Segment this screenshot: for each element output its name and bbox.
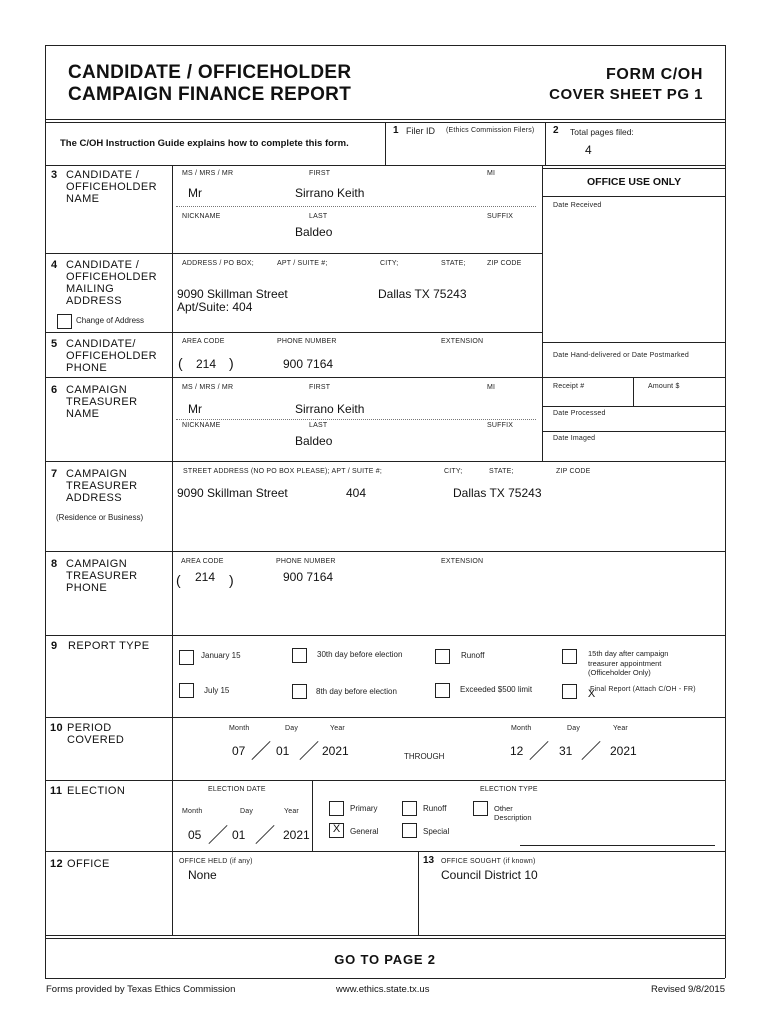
date-hand-delivered-label: Date Hand-delivered or Date Postmarked — [553, 352, 689, 359]
treasurer-prefix-value[interactable]: Mr — [188, 402, 202, 416]
sec6-last-label: LAST — [309, 422, 328, 429]
treasurer-phone-number[interactable]: 900 7164 — [283, 570, 334, 584]
election-special-label: Special — [423, 827, 450, 836]
election-year-label: Year — [284, 808, 299, 815]
sec3-first-label: FIRST — [309, 170, 331, 177]
office-held-label: OFFICE HELD (if any) — [179, 858, 253, 865]
sec8-phone-label: PHONE NUMBER — [276, 558, 336, 565]
period-to-slash-2 — [581, 741, 600, 760]
sec11-bottom — [45, 851, 725, 852]
period-from-day[interactable]: 01 — [276, 744, 290, 758]
sec9-label: REPORT TYPE — [68, 640, 150, 652]
date-received-label: Date Received — [553, 202, 602, 209]
election-year[interactable]: 2021 — [283, 828, 310, 842]
treasurer-last-name-value[interactable]: Baldeo — [295, 434, 333, 448]
election-primary-label: Primary — [350, 804, 378, 813]
election-date-label: ELECTION DATE — [208, 786, 266, 793]
election-slash-1 — [208, 825, 227, 844]
sec8-label: CAMPAIGN TREASURER PHONE — [66, 558, 138, 594]
amount-label: Amount $ — [648, 383, 680, 390]
sec9-number: 9 — [51, 640, 58, 652]
frame-bottom — [45, 978, 725, 979]
sec8-area-label: AREA CODE — [181, 558, 224, 565]
candidate-prefix-value[interactable]: Mr — [188, 186, 202, 200]
office-use-row-3 — [542, 406, 725, 407]
total-pages-value[interactable]: 4 — [585, 143, 592, 157]
election-day[interactable]: 01 — [232, 828, 246, 842]
candidate-area-code[interactable]: 214 — [196, 357, 217, 371]
sec6-suffix-label: SUFFIX — [487, 422, 514, 429]
sec12-number: 12 — [50, 858, 64, 870]
election-type-label: ELECTION TYPE — [480, 786, 538, 793]
election-general-checkbox[interactable] — [329, 823, 344, 838]
sec8-bottom — [45, 635, 725, 636]
sec7-street-label: STREET ADDRESS (NO PO BOX PLEASE); APT / SUITE #; — [183, 468, 382, 475]
sec5-area-label: AREA CODE — [182, 338, 225, 345]
candidate-address-line1[interactable]: 9090 Skillman Street — [177, 287, 288, 301]
frame-right — [725, 45, 726, 978]
sec6-bottom — [45, 461, 542, 462]
sec11-number: 11 — [50, 785, 63, 797]
period-to-day[interactable]: 31 — [559, 744, 573, 758]
period-through-label: THROUGH — [404, 752, 445, 761]
office-sought-value[interactable]: Council District 10 — [441, 868, 538, 882]
election-runoff-checkbox[interactable] — [402, 801, 417, 816]
sec7-number: 7 — [51, 468, 58, 480]
sec5-phone-label: PHONE NUMBER — [277, 338, 337, 345]
filer-id-label: Filer ID — [406, 126, 435, 136]
treasurer-first-name-value[interactable]: Sirrano Keith — [295, 402, 365, 416]
sec12-bottom — [45, 935, 725, 936]
footer-revised: Revised 9/8/2015 — [651, 984, 725, 995]
sec6-label: CAMPAIGN TREASURER NAME — [66, 384, 138, 420]
election-special-checkbox[interactable] — [402, 823, 417, 838]
election-day-label: Day — [240, 808, 254, 815]
report-july15-label: July 15 — [204, 686, 230, 695]
report-8th-day-label: 8th day before election — [316, 687, 397, 696]
sec11-label: ELECTION — [67, 785, 126, 797]
sec4-state-label: STATE; — [441, 260, 466, 267]
period-from-month[interactable]: 07 — [232, 744, 246, 758]
office-use-left — [542, 165, 543, 462]
office-use-row-1 — [542, 342, 725, 343]
office-held-value[interactable]: None — [188, 868, 217, 882]
sec6-number: 6 — [51, 384, 58, 396]
candidate-last-name-value[interactable]: Baldeo — [295, 225, 333, 239]
office-use-bottom — [542, 461, 725, 462]
report-8th-day-checkbox[interactable] — [292, 684, 307, 699]
report-exceeded-checkbox[interactable] — [435, 683, 450, 698]
report-final-label: Final Report (Attach C/OH - FR) — [590, 686, 696, 693]
election-general-mark: X — [332, 823, 341, 835]
sec7-bottom — [45, 551, 725, 552]
treasurer-suite-value[interactable]: 404 — [346, 486, 367, 500]
treasurer-area-code[interactable]: 214 — [195, 570, 216, 584]
report-exceeded-label: Exceeded $500 limit — [460, 685, 533, 694]
instruction-divider — [45, 165, 545, 166]
sec4-city-label: CITY; — [380, 260, 399, 267]
sec7-zip-label: ZIP CODE — [556, 468, 591, 475]
sec4-number: 4 — [51, 259, 58, 271]
form-title-line1: CANDIDATE / OFFICEHOLDER — [68, 62, 352, 83]
frame-left — [45, 45, 46, 978]
period-from-slash-2 — [299, 741, 318, 760]
election-other-label: Other Description — [494, 804, 532, 822]
frame-top — [45, 45, 725, 46]
total-pages-left — [545, 122, 546, 165]
period-from-month-label: Month — [229, 725, 250, 732]
treasurer-city-state-zip[interactable]: Dallas TX 75243 — [453, 486, 542, 500]
period-to-year[interactable]: 2021 — [610, 744, 637, 758]
report-runoff-label: Runoff — [461, 651, 485, 660]
sec9-bottom — [45, 717, 725, 718]
office-sought-label: OFFICE SOUGHT (if known) — [441, 858, 536, 865]
date-imaged-label: Date Imaged — [553, 435, 596, 442]
sec7-label: CAMPAIGN TREASURER ADDRESS — [66, 468, 138, 504]
election-other-line — [520, 845, 715, 846]
report-jan15-checkbox[interactable] — [179, 650, 194, 665]
form-title-line2: CAMPAIGN FINANCE REPORT — [68, 84, 352, 105]
office-divider — [418, 851, 419, 935]
form-id-line1: FORM C/OH — [606, 66, 703, 83]
period-from-slash-1 — [251, 741, 270, 760]
sec7-city-label: CITY; — [444, 468, 463, 475]
election-date-divider — [312, 780, 313, 851]
sec5-ext-label: EXTENSION — [441, 338, 484, 345]
sec10-number: 10 — [50, 722, 64, 734]
filer-id-value[interactable] — [400, 145, 530, 159]
go-to-page-2: GO TO PAGE 2 — [334, 952, 436, 967]
sec6-mi-label: MI — [487, 384, 496, 391]
report-30th-day-checkbox[interactable] — [292, 648, 307, 663]
candidate-city-state-zip[interactable]: Dallas TX 75243 — [378, 287, 467, 301]
candidate-first-name-value[interactable]: Sirrano Keith — [295, 186, 365, 200]
office-use-top — [542, 165, 725, 166]
period-to-year-label: Year — [613, 725, 628, 732]
period-to-day-label: Day — [567, 725, 581, 732]
sec8-paren-close: ) — [229, 572, 234, 588]
sec6-nickname-label: NICKNAME — [182, 422, 221, 429]
report-15th-day-checkbox[interactable] — [562, 649, 577, 664]
sec7-state-label: STATE; — [489, 468, 514, 475]
footer-website[interactable]: www.ethics.state.tx.us — [336, 984, 430, 995]
report-final-checkbox[interactable] — [562, 684, 596, 700]
sec8-number: 8 — [51, 558, 58, 570]
sec3-nickname-label: NICKNAME — [182, 213, 221, 220]
report-final-mark: X — [587, 688, 596, 700]
filer-id-note: (Ethics Commission Filers) — [446, 127, 535, 134]
filer-id-left — [385, 122, 386, 165]
election-month-label: Month — [182, 808, 203, 815]
sec4-zip-label: ZIP CODE — [487, 260, 522, 267]
period-from-year[interactable]: 2021 — [322, 744, 349, 758]
election-slash-2 — [255, 825, 274, 844]
office-use-top-2 — [542, 168, 725, 169]
sec5-bottom — [45, 377, 542, 378]
candidate-phone-number[interactable]: 900 7164 — [283, 357, 334, 371]
election-primary-checkbox[interactable] — [329, 801, 344, 816]
sec10-bottom — [45, 780, 725, 781]
filer-id-number: 1 — [393, 125, 399, 136]
date-processed-label: Date Processed — [553, 410, 606, 417]
footer-provider: Forms provided by Texas Ethics Commission — [46, 984, 236, 995]
period-from-day-label: Day — [285, 725, 299, 732]
sec3-bottom — [45, 253, 542, 254]
sec3-prefix-label: MS / MRS / MR — [182, 170, 234, 177]
sec6-first-label: FIRST — [309, 384, 331, 391]
office-use-receipt-divider — [633, 377, 634, 406]
sec4-label: CANDIDATE / OFFICEHOLDER MAILING ADDRESS — [66, 259, 157, 307]
sec3-mi-label: MI — [487, 170, 496, 177]
election-runoff-label: Runoff — [423, 804, 447, 813]
report-runoff-checkbox[interactable] — [435, 649, 450, 664]
change-of-address-checkbox[interactable] — [57, 314, 72, 329]
election-general-label: General — [350, 827, 379, 836]
office-use-title: OFFICE USE ONLY — [587, 176, 682, 188]
candidate-address-line2[interactable]: Apt/Suite: 404 — [177, 300, 253, 314]
instruction-text: The C/OH Instruction Guide explains how to complete this form. — [60, 138, 349, 149]
form-id-line2: COVER SHEET PG 1 — [549, 86, 703, 103]
receipt-label: Receipt # — [553, 383, 585, 390]
sec3-label: CANDIDATE / OFFICEHOLDER NAME — [66, 169, 157, 205]
period-to-month[interactable]: 12 — [510, 744, 524, 758]
report-july15-checkbox[interactable] — [179, 683, 194, 698]
sec3-dotted-line — [176, 206, 536, 207]
sec5-number: 5 — [51, 338, 58, 350]
total-pages-label: Total pages filed: — [570, 127, 634, 137]
election-month[interactable]: 05 — [188, 828, 202, 842]
sec8-paren-open: ( — [176, 572, 181, 588]
period-to-slash-1 — [529, 741, 548, 760]
sec3-number: 3 — [51, 169, 58, 181]
change-of-address-label: Change of Address — [76, 316, 145, 325]
period-to-month-label: Month — [511, 725, 532, 732]
period-from-year-label: Year — [330, 725, 345, 732]
sec5-paren-close: ) — [229, 355, 234, 371]
header-divider — [45, 119, 725, 120]
sec3-last-label: LAST — [309, 213, 328, 220]
report-15th-day-label: 15th day after campaign treasurer appointment (Officeholder Only) — [588, 649, 669, 677]
sec7-sub-label: (Residence or Business) — [56, 513, 144, 522]
office-sought-number: 13 — [423, 855, 435, 866]
report-jan15-label: January 15 — [201, 651, 241, 660]
sec12-label: OFFICE — [67, 858, 110, 870]
treasurer-street-value[interactable]: 9090 Skillman Street — [177, 486, 288, 500]
sec6-prefix-label: MS / MRS / MR — [182, 384, 234, 391]
sec6-dotted-line — [176, 419, 536, 420]
sec3-suffix-label: SUFFIX — [487, 213, 514, 220]
sec5-label: CANDIDATE/ OFFICEHOLDER PHONE — [66, 338, 157, 374]
sec4-bottom — [45, 332, 542, 333]
sec12-bottom-2 — [45, 938, 725, 939]
sec8-ext-label: EXTENSION — [441, 558, 484, 565]
sec4-address-label: ADDRESS / PO BOX; — [182, 260, 254, 267]
office-use-row-4 — [542, 431, 725, 432]
total-pages-number: 2 — [553, 125, 559, 136]
sec5-paren-open: ( — [178, 355, 183, 371]
sec10-label: PERIOD COVERED — [67, 722, 125, 746]
election-other-checkbox[interactable] — [473, 801, 488, 816]
sec4-apt-label: APT / SUITE #; — [277, 260, 328, 267]
office-use-title-line — [542, 196, 725, 197]
report-30th-day-label: 30th day before election — [317, 650, 403, 659]
